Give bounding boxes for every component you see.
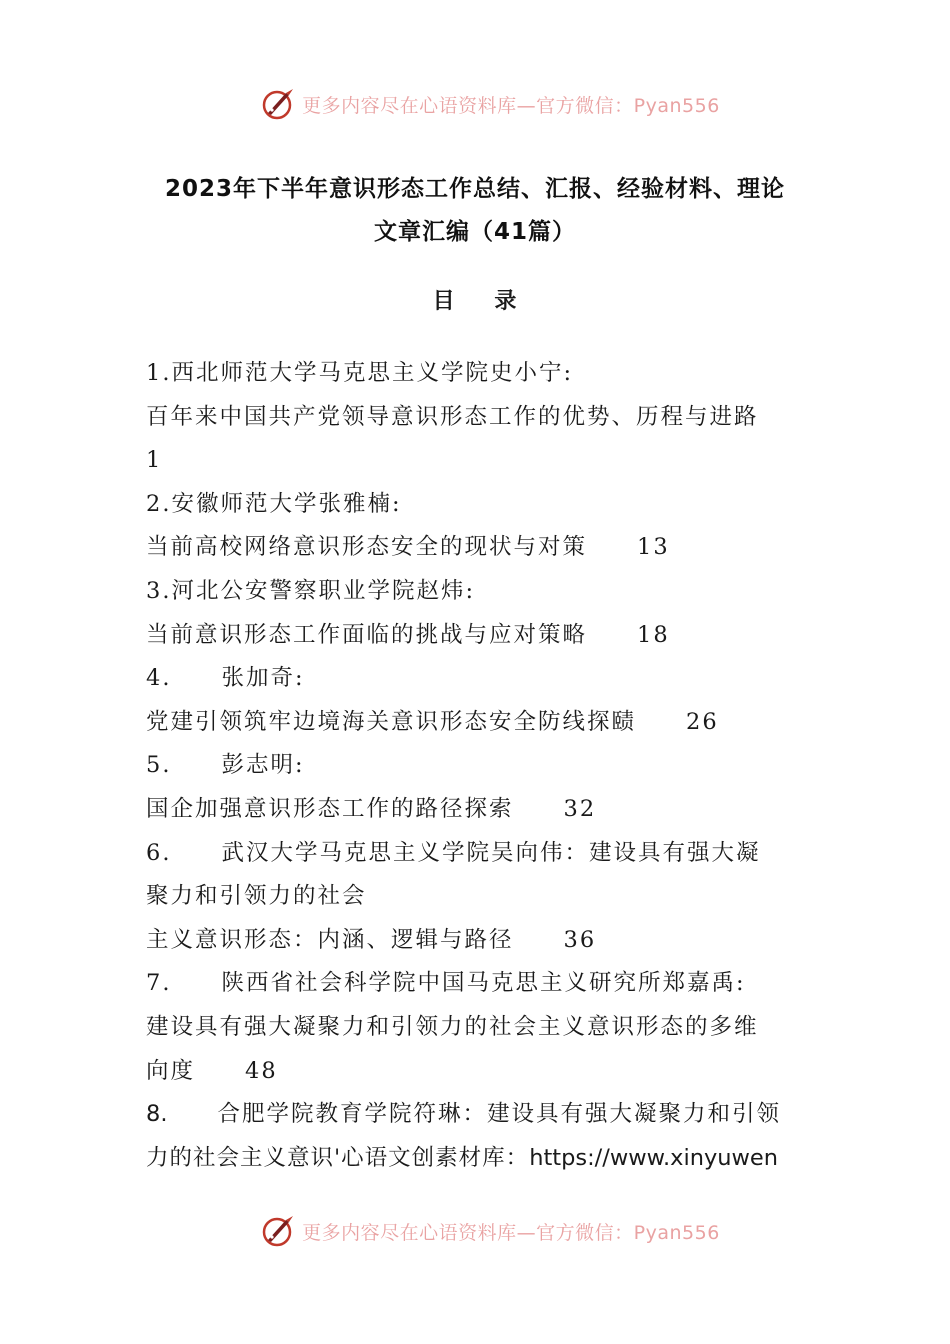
toc-entry-8-text-1: 合肥学院教育学院符琳：建设具有强大凝聚力和引领 (217, 1101, 781, 1128)
toc-entry-3-title: 当前意识形态工作面临的挑战与应对策略 (146, 621, 588, 648)
toc-entry-4-number: 4. (146, 665, 172, 692)
toc-entry-3-page: 18 (637, 621, 670, 648)
toc-entry-3 (146, 614, 816, 658)
toc-entry-7-text-1: 陕西省社会科学院中国马克思主义研究所郑嘉禹: (221, 970, 746, 997)
toc-entry-4 (146, 701, 816, 745)
toc-entry-6-text-3: 主义意识形态：内涵、逻辑与路径 (146, 926, 514, 953)
toc-entry-8-head (146, 1093, 816, 1137)
toc-entry-5-page: 32 (563, 795, 597, 822)
toc-entry-6-text-1: 武汉大学马克思主义学院吴向伟：建设具有强大凝 (221, 839, 761, 866)
toc-entry-8-url: https://www.xinyuwen (529, 1144, 779, 1171)
document-title-line-2: 文章汇编（41篇） (373, 219, 576, 245)
quill-logo-icon (260, 1213, 296, 1249)
quill-logo-icon (260, 86, 296, 122)
toc-entry-3-head: 3.河北公安警察职业学院赵炜: (146, 577, 476, 604)
toc-entry-1-page: 1 (146, 447, 163, 474)
toc-entry-7-head (146, 962, 816, 1006)
toc-entry-5-number: 5. (146, 752, 172, 779)
toc-entry-5-author: 彭志明: (221, 752, 305, 779)
toc-heading: 目 录 (432, 289, 518, 314)
footer-banner (0, 1211, 950, 1251)
document-title-line-1: 2023年下半年意识形态工作总结、汇报、经验材料、理论 (164, 176, 785, 202)
toc-entry-5 (146, 788, 816, 832)
toc-entry-7-number: 7. (146, 970, 172, 997)
toc-entry-8-text-2: 力的社会主义意识'心语文创素材库： (146, 1144, 530, 1171)
toc-entry-2 (146, 526, 816, 570)
toc-entry-6-page: 36 (563, 926, 597, 953)
toc-entry-7-text-3: 向度 (146, 1057, 196, 1084)
toc-entry-7 (146, 1050, 816, 1094)
toc-entry-4-page: 26 (686, 708, 719, 735)
toc-entry-8-line-2 (146, 1137, 816, 1181)
toc-entry-6 (146, 919, 816, 963)
table-of-contents (146, 352, 816, 1180)
toc-entry-4-title: 党建引领筑牢边境海关意识形态安全防线探赜 (146, 708, 637, 735)
toc-entry-6-head (146, 832, 816, 876)
toc-entry-5-title: 国企加强意识形态工作的路径探索 (146, 795, 514, 822)
toc-entry-4-author: 张加奇: (221, 665, 305, 692)
toc-entry-2-page: 13 (637, 534, 670, 561)
toc-entry-4-head (146, 657, 816, 701)
toc-entry-6-number: 6. (146, 839, 172, 866)
toc-entry-1-head: 1.西北师范大学马克思主义学院史小宁: (146, 360, 574, 386)
toc-entry-8-number: 8. (146, 1101, 168, 1128)
toc-entry-7-text-2: 建设具有强大凝聚力和引领力的社会主义意识形态的多维 (146, 1013, 759, 1040)
toc-entry-6-text-2: 聚力和引领力的社会 (146, 883, 367, 910)
toc-entry-5-head (146, 744, 816, 788)
banner-text: 更多内容尽在心语资料库—官方微信：Pyan556 (302, 1221, 720, 1244)
header-banner (0, 84, 950, 124)
toc-entry-2-head: 2.安徽师范大学张雅楠: (146, 490, 402, 517)
toc-entry-7-page: 48 (245, 1057, 278, 1084)
banner-text: 更多内容尽在心语资料库—官方微信：Pyan556 (302, 94, 720, 117)
toc-entry-1-title: 百年来中国共产党领导意识形态工作的优势、历程与进路 (146, 403, 759, 430)
toc-entry-2-title: 当前高校网络意识形态安全的现状与对策 (146, 534, 588, 561)
